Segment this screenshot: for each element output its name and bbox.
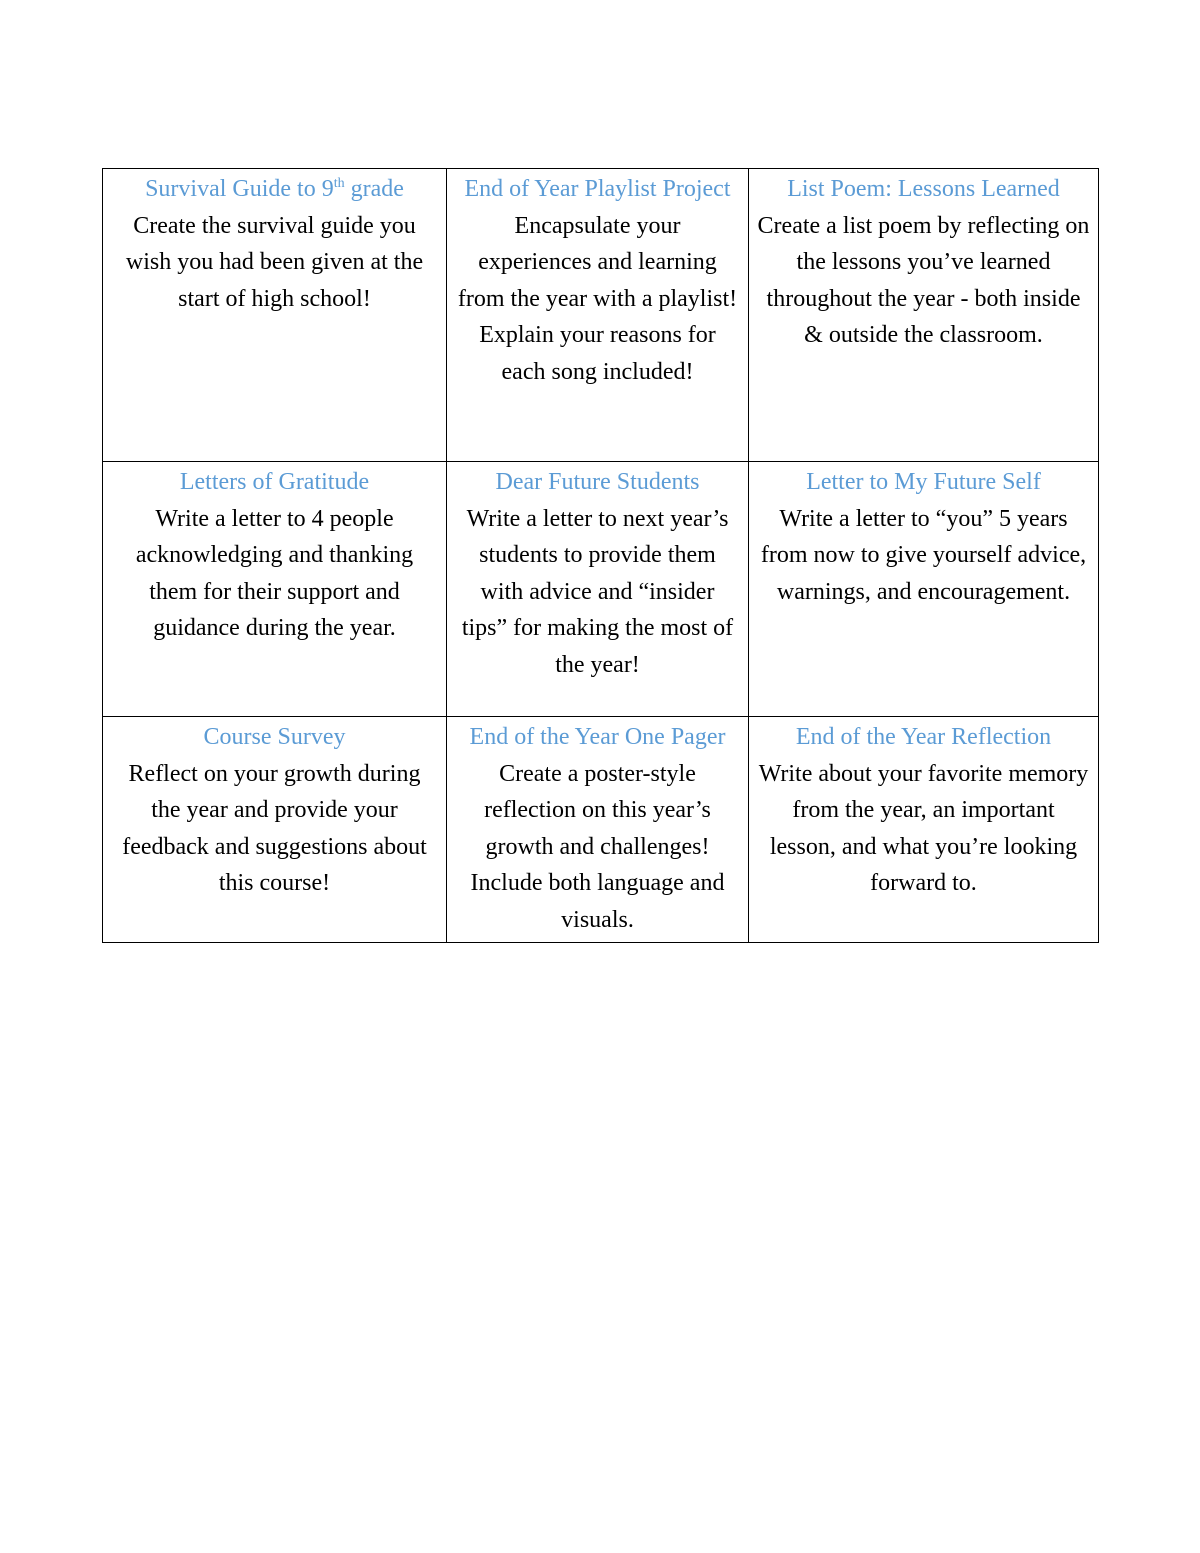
cell-title: Course Survey [203,724,346,750]
cell-title: Letter to My Future Self [806,469,1041,495]
cell-letters-of-gratitude [103,462,447,717]
choice-board-table [102,168,1099,943]
cell-playlist-project [447,169,749,462]
cell-title: Dear Future Students [495,469,700,495]
cell-survival-guide [103,169,447,462]
cell-body: Write a letter to next year’s students to provide them with advice and “insider tips” for making the most of the year! [461,505,734,678]
cell-body: Reflect on your growth during the year and provide your feedback and suggestions about this course! [122,760,427,896]
cell-body: Write about your favorite memory from the year, an important lesson, and what you’re looking forward to. [758,760,1089,896]
cell-letter-future-self [749,462,1099,717]
cell-body: Create a poster-style reflection on this year’s growth and challenges! Include both language and visuals. [470,760,725,933]
cell-body: Encapsulate your experiences and learning from the year with a playlist! Explain your reasons for each song included! [457,212,738,385]
cell-body: Create the survival guide you wish you had been given at the start of high school! [125,212,424,312]
cell-title: List Poem: Lessons Learned [787,176,1060,202]
table-row [103,717,1099,943]
cell-title: Survival Guide to 9th grade [145,176,404,202]
table-row [103,169,1099,462]
cell-body: Write a letter to “you” 5 years from now to give yourself advice, warnings, and encouragement. [760,505,1087,605]
cell-dear-future-students [447,462,749,717]
cell-year-reflection [749,717,1099,943]
cell-title: Letters of Gratitude [179,469,370,495]
cell-one-pager [447,717,749,943]
cell-body: Create a list poem by reflecting on the lessons you’ve learned throughout the year - both inside & outside the classroom. [757,212,1090,348]
cell-body: Write a letter to 4 people acknowledging and thanking them for their support and guidance during the year. [135,505,414,641]
title-superscript: th [333,176,345,191]
cell-course-survey [103,717,447,943]
cell-content [455,719,740,938]
cell-title: End of the Year One Pager [469,724,726,750]
table-row [103,462,1099,717]
cell-title: End of the Year Reflection [795,724,1052,750]
cell-title: End of Year Playlist Project [464,176,731,202]
cell-list-poem [749,169,1099,462]
